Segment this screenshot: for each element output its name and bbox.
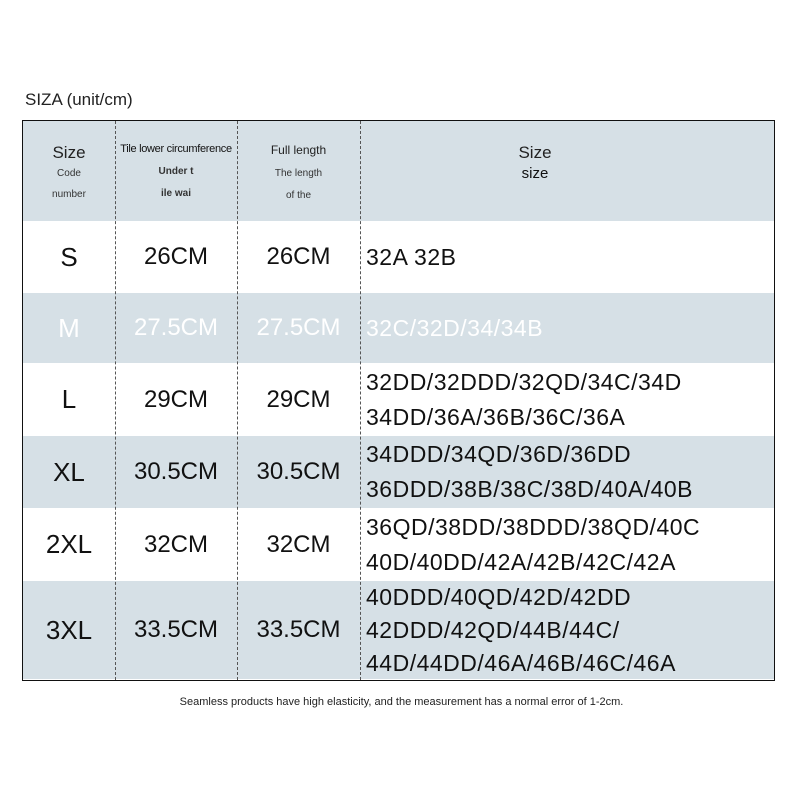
chart-title: SIZA (unit/cm) <box>25 90 133 109</box>
length-cell: 27.5CM <box>256 314 341 341</box>
header-length-label: Full length <box>270 143 327 157</box>
under-cell: 26CM <box>143 243 209 270</box>
size-table <box>22 120 775 681</box>
header-under-sub2 <box>161 183 191 205</box>
bra-line: 42DDD/42QD/44B/44C/ <box>366 616 620 643</box>
bra-cell <box>360 436 774 508</box>
bra-cell <box>360 293 774 363</box>
length-cell: 32CM <box>266 530 331 558</box>
bra-cell <box>360 508 774 581</box>
length-cell: 30.5CM <box>256 458 341 485</box>
table-row-xl <box>23 436 774 508</box>
bra-line: 44D/44DD/46A/46B/46C/46A <box>366 649 676 676</box>
header-length-cell <box>237 121 360 221</box>
header-bra-cell <box>360 121 710 221</box>
bra-cell <box>360 581 774 679</box>
header-under-sub1 <box>159 161 194 183</box>
header-bra-label: Size <box>518 143 552 162</box>
under-cell: 32CM <box>143 530 209 558</box>
header-size-label: Size <box>52 143 86 162</box>
header-size-sub1: Code <box>57 168 81 179</box>
size-cell: 2XL <box>45 529 93 559</box>
bra-line: 32DD/32DDD/32QD/34C/34D <box>366 368 682 395</box>
bra-line: 40DDD/40QD/42D/42DD <box>366 583 632 610</box>
header-length-sub2: of the <box>285 190 312 201</box>
column-divider <box>115 121 116 680</box>
length-cell: 29CM <box>266 385 331 413</box>
footnote: Seamless products have high elasticity, and the measurement has a normal error of 1-2cm. <box>179 696 624 708</box>
bra-line: 36DDD/38B/38C/38D/40A/40B <box>366 476 694 502</box>
size-cell: M <box>58 312 80 343</box>
column-divider <box>360 121 361 680</box>
bra-line: 40D/40DD/42A/42B/42C/42A <box>366 548 676 575</box>
table-row-2xl <box>23 508 774 581</box>
size-cell: XL <box>53 456 85 487</box>
under-cell: 30.5CM <box>133 458 219 485</box>
size-cell: S <box>60 241 78 272</box>
bra-line: 34DD/36A/36B/36C/36A <box>366 403 626 430</box>
size-cell: 3XL <box>45 614 93 645</box>
header-under-sub1-text: Under t <box>158 166 194 177</box>
under-cell: 29CM <box>143 385 209 413</box>
header-size-cell <box>23 121 115 221</box>
header-under-cell <box>115 121 237 221</box>
table-row-3xl <box>23 581 774 679</box>
table-header-row <box>23 121 774 221</box>
bra-line: 34DDD/34QD/36D/36DD <box>366 441 632 467</box>
header-bra-sub: size <box>521 165 549 182</box>
header-length-sub1: The length <box>274 168 323 179</box>
bra-line: 32C/32D/34/34B <box>366 314 544 341</box>
length-cell: 33.5CM <box>256 616 341 643</box>
header-under-label: Tile lower circumference <box>120 143 232 155</box>
table-row-l <box>23 363 774 436</box>
header-size-sub2: number <box>52 189 86 200</box>
table-row-m <box>23 293 774 363</box>
column-divider <box>237 121 238 680</box>
bra-cell <box>360 363 774 436</box>
bra-line: 32A 32B <box>366 243 457 270</box>
header-under-sub2-text: ile wai <box>160 188 191 199</box>
size-cell: L <box>61 384 77 414</box>
table-row-s <box>23 221 774 293</box>
bra-cell <box>360 221 774 293</box>
under-cell: 27.5CM <box>133 314 219 341</box>
length-cell: 26CM <box>266 243 331 270</box>
under-cell: 33.5CM <box>133 616 219 643</box>
bra-line: 36QD/38DD/38DDD/38QD/40C <box>366 513 701 540</box>
